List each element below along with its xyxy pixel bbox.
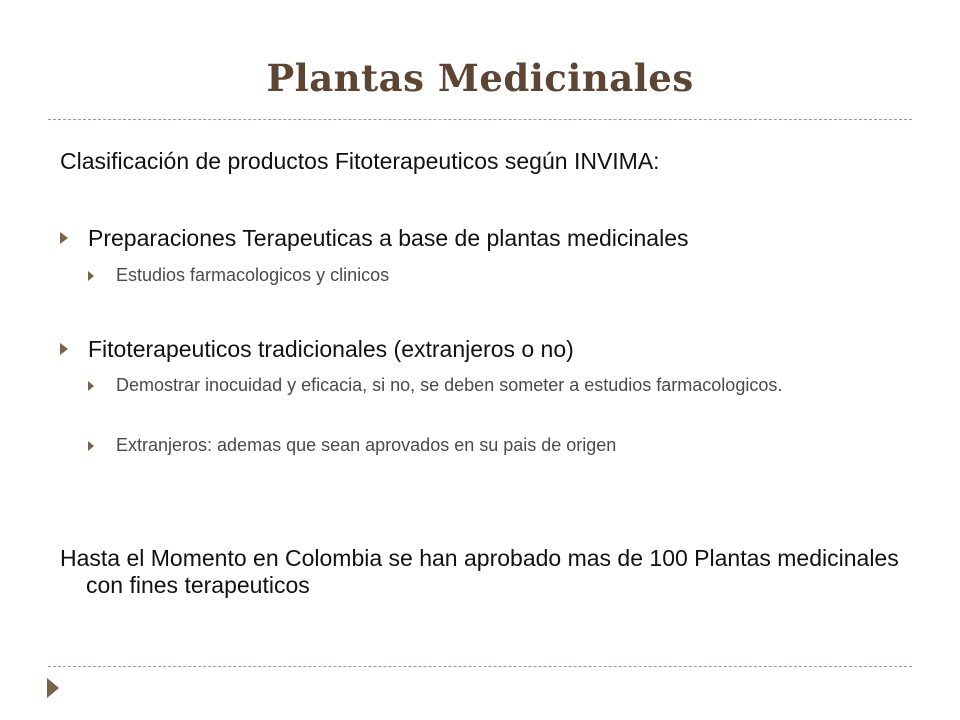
sub-bullet-label: Demostrar inocuidad y eficacia, si no, se deben someter a estudios farmacologicos. (116, 375, 783, 395)
bullet-label: Fitoterapeuticos tradicionales (extranjeros o no) (88, 336, 574, 362)
sub-bullet-label: Extranjeros: ademas que sean aprovados en su pais de origen (116, 435, 617, 455)
next-slide-arrow-icon[interactable] (47, 678, 59, 698)
triangle-bullet-icon (88, 381, 94, 391)
slide-title: Plantas Medicinales (266, 56, 694, 100)
intro-text: Clasificación de productos Fitoterapeuticos según INVIMA: (60, 148, 660, 174)
bullet-label: Preparaciones Terapeuticas a base de plantas medicinales (88, 225, 689, 251)
top-divider (48, 119, 912, 120)
triangle-bullet-icon (60, 232, 68, 244)
sub-bullet-label: Estudios farmacologicos y clinicos (116, 265, 390, 285)
triangle-bullet-icon (88, 271, 94, 281)
triangle-bullet-icon (60, 343, 68, 355)
bottom-divider (48, 666, 912, 667)
closing-text: Hasta el Momento en Colombia se han aprobado mas de 100 Plantas medicinales con fines terapeuticos (60, 545, 899, 598)
triangle-bullet-icon (88, 441, 94, 451)
